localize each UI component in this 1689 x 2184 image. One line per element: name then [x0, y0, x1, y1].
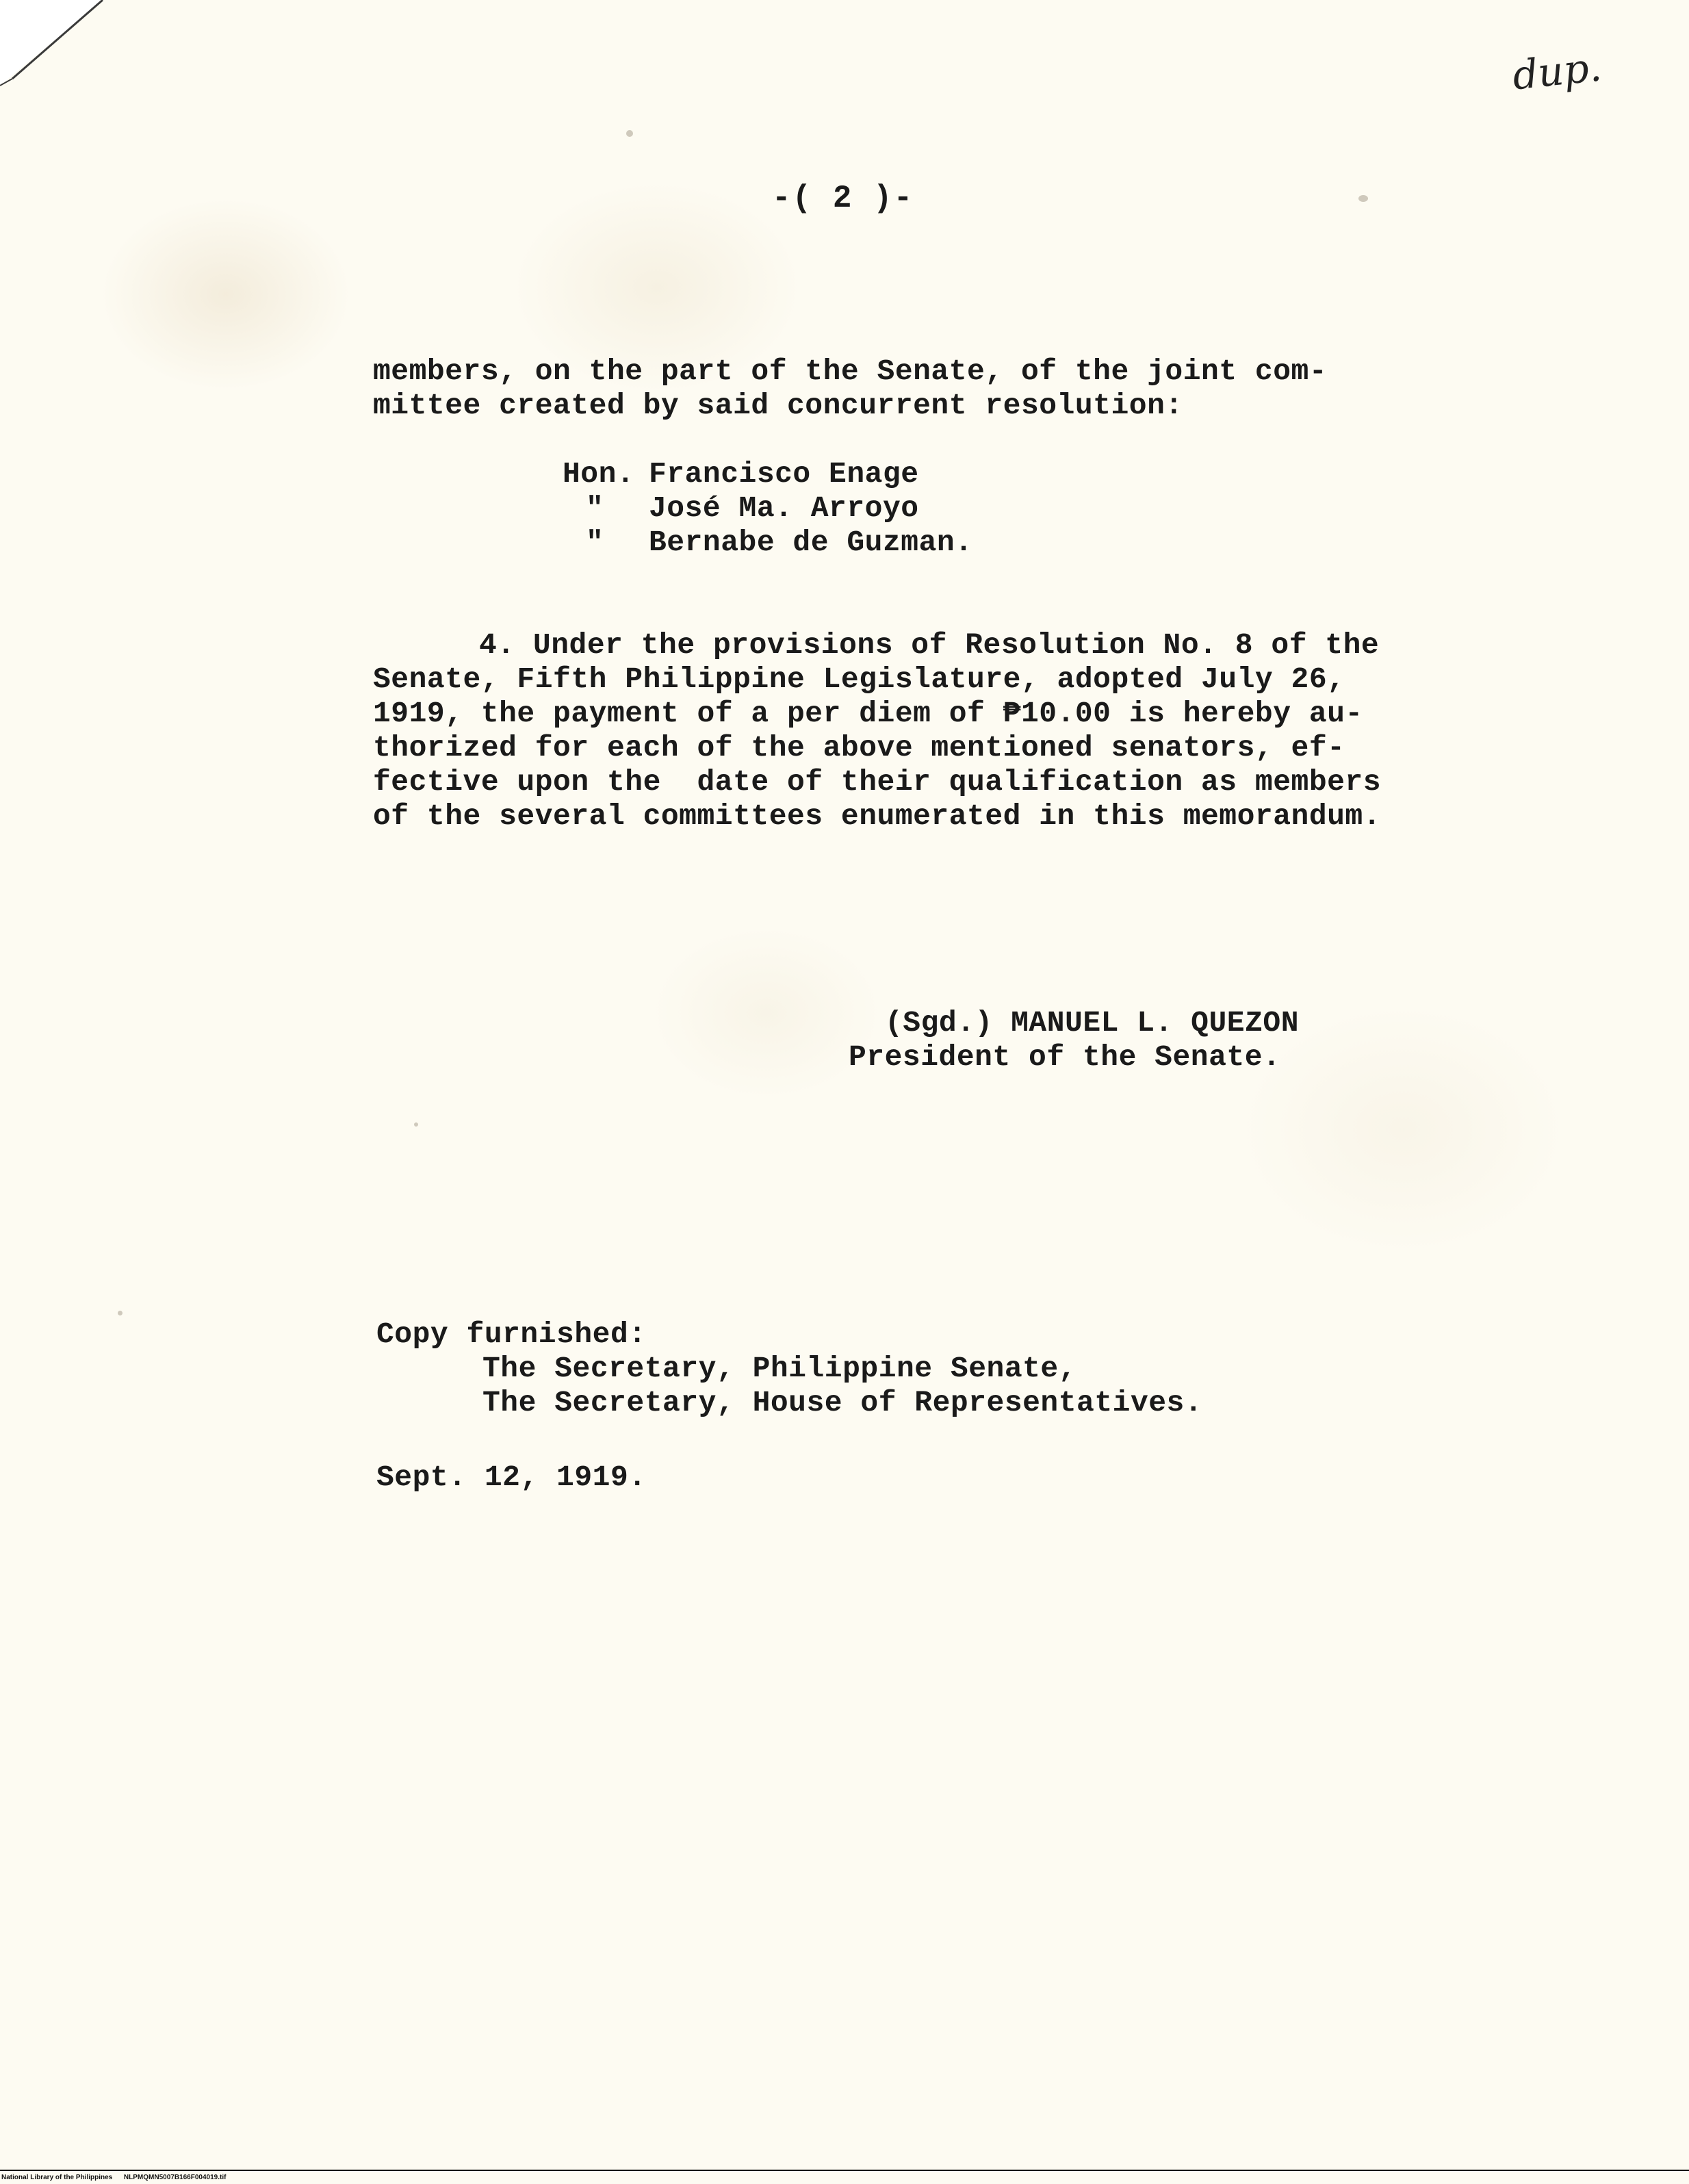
- paragraph-line: fective upon the date of their qualification as members: [373, 765, 1382, 799]
- paragraph-line: of the several committees enumerated in this memorandum.: [373, 799, 1382, 833]
- recipient: The Secretary, Philippine Senate,: [482, 1352, 1077, 1385]
- scan-footer-strip: [0, 2170, 1689, 2184]
- copy-furnished-label: Copy furnished:: [376, 1318, 647, 1351]
- library-name: National Library of the Philippines: [1, 2174, 113, 2181]
- paragraph-line: thorized for each of the above mentioned senators, ef-: [373, 731, 1345, 765]
- signed-name: (Sgd.) MANUEL L. QUEZON: [885, 1006, 1299, 1040]
- recipient: The Secretary, House of Representatives.: [482, 1386, 1203, 1419]
- member-name: Francisco Enage: [649, 457, 919, 491]
- member-name: Bernabe de Guzman.: [649, 526, 973, 559]
- paper-speck: [1358, 195, 1368, 202]
- folded-corner: [0, 0, 116, 96]
- member-prefix: ": [586, 491, 604, 525]
- intro-line-1: members, on the part of the Senate, of the joint com-: [373, 355, 1328, 388]
- paper-speck: [626, 130, 633, 137]
- handwritten-annotation: dup.: [1510, 43, 1604, 99]
- paragraph-line: Senate, Fifth Philippine Legislature, adopted July 26,: [373, 663, 1345, 696]
- member-prefix: ": [586, 526, 604, 559]
- signer-title: President of the Senate.: [849, 1040, 1281, 1074]
- document-date: Sept. 12, 1919.: [376, 1461, 647, 1494]
- intro-line-2: mittee created by said concurrent resolution:: [373, 389, 1183, 422]
- paper-speck: [118, 1311, 123, 1315]
- paper-speck: [414, 1122, 418, 1127]
- member-name: José Ma. Arroyo: [649, 491, 919, 525]
- page-number: -( 2 )-: [772, 181, 914, 216]
- paragraph-line: 1919, the payment of a per diem of ₱10.00 is hereby au-: [373, 697, 1363, 730]
- member-prefix: Hon.: [563, 457, 635, 491]
- paragraph-line: 4. Under the provisions of Resolution No. 8 of the: [479, 628, 1380, 662]
- scan-footer-credit: [1, 2174, 226, 2181]
- file-id: NLPMQMN5007B166F004019.tif: [123, 2174, 227, 2181]
